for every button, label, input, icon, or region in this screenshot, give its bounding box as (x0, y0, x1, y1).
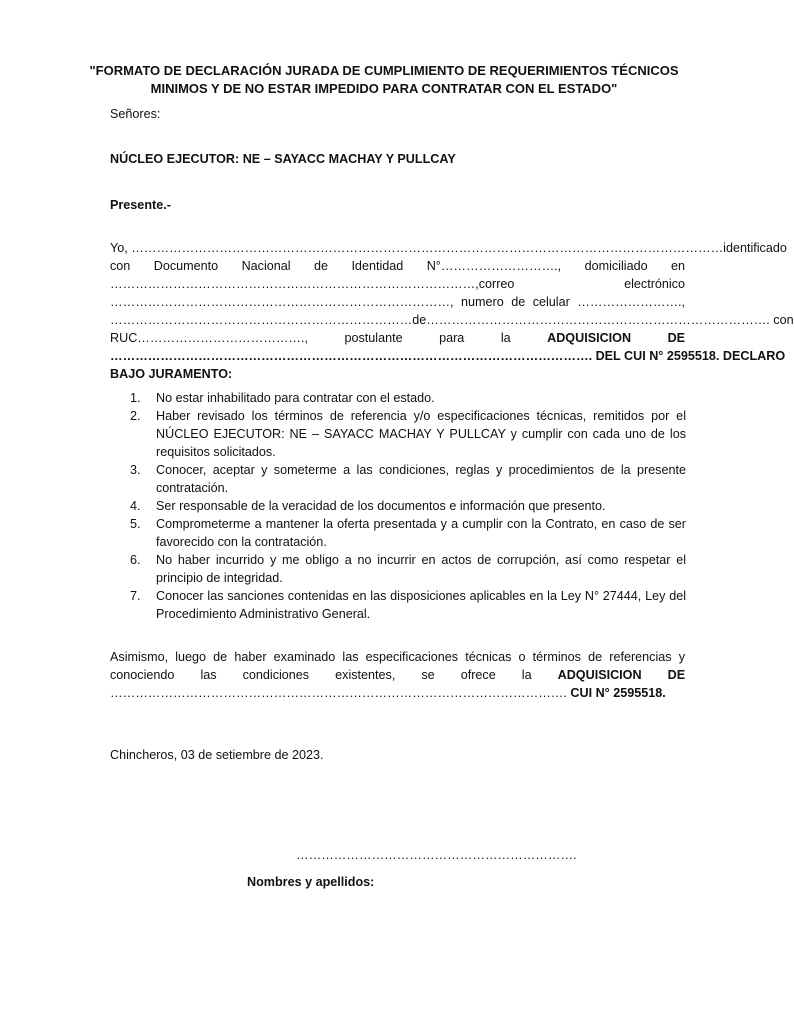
declaration-line-3: ……………………………………………………………………………,correo electrónico (110, 277, 685, 291)
place-and-date: Chincheros, 03 de setiembre de 2023. (110, 748, 324, 762)
list-item: 6. No haber incurrido y me obligo a no incurrir en actos de corrupción, así como respetar el principio de integridad. (130, 553, 686, 585)
list-item: 5. Comprometerme a mantener la oferta presentada y a cumplir con la Contrato, en caso de ser favorecido con la contratación. (130, 517, 686, 549)
list-item: 3. Conocer, aceptar y someterme a las condiciones, reglas y procedimientos de la presente contratación. (130, 463, 686, 495)
closing-line-2: conociendo las condiciones existentes, se ofrece la ADQUISICION DE (110, 668, 686, 682)
names-label: Nombres y apellidos: (247, 875, 375, 889)
declaration-line-7: ……………………………………………………………………………………………………. DEL CUI N° 2595518. DECLARO (110, 349, 786, 363)
closing-line-3: ………………………………………………………………………………………………. CUI N° 2595518. (110, 686, 666, 700)
document-title (80, 62, 688, 98)
presente-line: Presente.- (110, 198, 171, 212)
declaration-line-4: ………………………………………………………………………, numero de celular ……………………., (110, 295, 686, 309)
declaration-line-2: con Documento Nacional de Identidad N°………………………., domiciliado en (110, 259, 686, 273)
declaration-paragraph (110, 239, 794, 383)
closing-line-1: Asimismo, luego de haber examinado las especificaciones técnicas o términos de referencias y (110, 650, 685, 664)
title-line-2: MINIMOS Y DE NO ESTAR IMPEDIDO PARA CONTRATAR CON EL ESTADO" (150, 81, 618, 96)
declaration-line-5: ………………………………………………………………de………………………………………………………………………. con (110, 313, 794, 327)
sworn-statements-list (130, 389, 686, 623)
declaration-line-1: Yo, ……………………………………………………………………………………………………………………………identificado (110, 241, 787, 255)
title-line-1: "FORMATO DE DECLARACIÓN JURADA DE CUMPLIMIENTO DE REQUERIMIENTOS TÉCNICOS (89, 63, 679, 78)
declaration-line-6: RUC…………………………………., postulante para la ADQUISICION DE (110, 331, 686, 345)
closing-paragraph (110, 648, 685, 702)
list-item: 7. Conocer las sanciones contenidas en las disposiciones aplicables en la Ley N° 27444, Ley del Procedimiento Administrativo General. (130, 589, 686, 621)
salutation: Señores: (110, 107, 161, 121)
list-item: 2. Haber revisado los términos de referencia y/o especificaciones técnicas, remitidos por el NÚCLEO EJECUTOR: NE – SAYACC MACHAY Y PULLCAY y cumplir con cada uno de los requisitos solicitados. (130, 409, 686, 459)
signature-line: …………………………………………………………. (296, 848, 577, 862)
declaration-line-8: BAJO JURAMENTO: (110, 367, 233, 381)
list-item: 1. No estar inhabilitado para contratar con el estado. (130, 391, 435, 405)
list-item: 4. Ser responsable de la veracidad de los documentos e información que presento. (130, 499, 606, 513)
entity-name: NÚCLEO EJECUTOR: NE – SAYACC MACHAY Y PULLCAY (110, 152, 456, 166)
